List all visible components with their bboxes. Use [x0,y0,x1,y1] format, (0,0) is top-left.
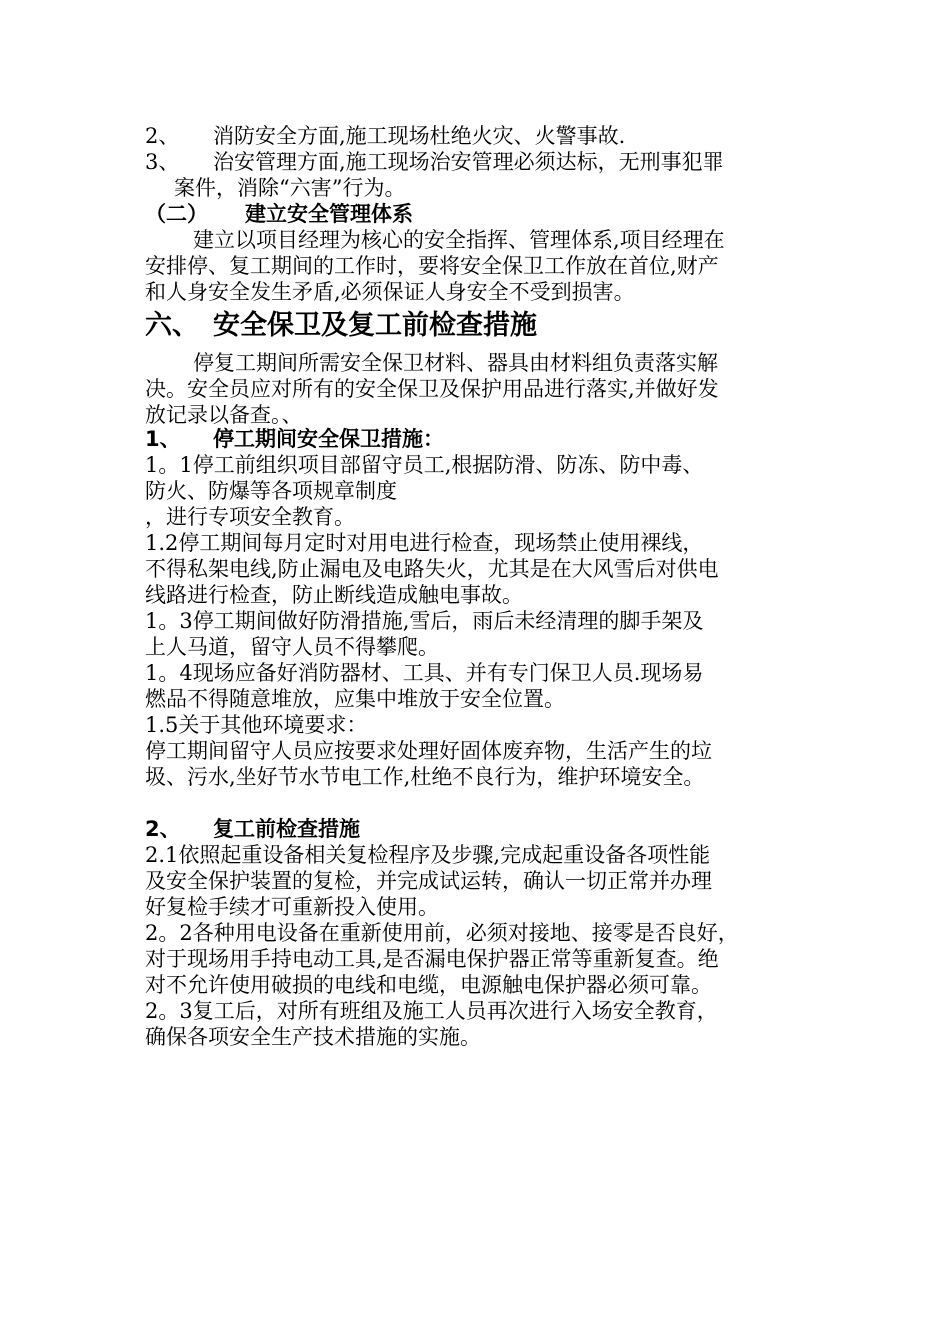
paragraph-line: 及安全保护装置的复检，并完成试运转，确认一切正常并办理 [145,869,712,893]
part-heading [145,426,444,452]
paragraph-line: 安排停、复工期间的工作时，要将安全保卫工作放在首位,财产 [145,254,719,278]
list-text: 消防安全方面,施工现场杜绝火灾、火警事故. [213,124,626,148]
paragraph-line: 好复检手续才可重新投入使用。 [145,895,439,919]
subsection-number: （二） [145,202,208,226]
part-number: 2、 [145,817,181,841]
paragraph-line: 上人马道，留守人员不得攀爬。 [145,635,439,659]
list-item-3-continuation: 案件，消除“六害”行为。 [174,176,406,200]
paragraph-line: 对于现场用手持电动工具,是否漏电保护器正常等重新复查。绝 [145,947,719,971]
paragraph-line: ，进行专项安全教育。 [145,505,355,529]
paragraph-line: 圾、污水,坐好节水节电工作,杜绝不良行为，维护环境安全。 [145,765,705,789]
paragraph-line: 1.2停工期间每月定时对用电进行检查，现场禁止使用裸线， [145,531,704,555]
section-heading [145,309,537,343]
paragraph-line: 2.1依照起重设备相关复检程序及步骤,完成起重设备各项性能 [145,843,711,867]
paragraph-line: 和人身安全发生矛盾,必须保证人身安全不受到损害。 [145,280,635,304]
paragraph-line: 线路进行检查，防止断线造成触电事故。 [145,583,523,607]
paragraph-line: 确保各项安全生产技术措施的实施。 [145,1025,481,1049]
paragraph-line: 防火、防爆等各项规章制度 [145,479,397,503]
paragraph-line: 2。2各种用电设备在重新使用前，必须对接地、接零是否良好， [145,921,739,945]
list-item-3 [145,149,724,175]
paragraph-line: 1。1停工前组织项目部留守员工,根据防滑、防冻、防中毒、 [145,453,704,477]
paragraph-line: 对不允许使用破损的电线和电缆，电源触电保护器必须可靠。 [145,973,712,997]
subsection-heading [145,201,413,227]
list-item-2 [145,123,625,149]
paragraph-line: 1。4现场应备好消防器材、工具、并有专门保卫人员.现场易 [145,661,704,685]
paragraph-line: 1。3停工期间做好防滑措施,雪后，雨后未经清理的脚手架及 [145,609,704,633]
paragraph-line: 停工期间留守人员应按要求处理好固体废弃物，生活产生的垃 [145,739,712,763]
subsection-title: 建立安全管理体系 [245,202,413,226]
paragraph-line: 不得私架电线,防止漏电及电路失火，尤其是在大风雪后对供电 [145,557,719,581]
list-number: 3、 [145,150,180,174]
list-text: 治安管理方面,施工现场治安管理必须达标，无刑事犯罪 [213,150,724,174]
paragraph-line: 决。安全员应对所有的安全保卫及保护用品进行落实,并做好发 [145,377,719,401]
paragraph-line: 停复工期间所需安全保卫材料、器具由材料组负责落实解 [193,351,718,375]
part-number: 1、 [145,427,181,451]
section-title: 安全保卫及复工前检查措施 [213,310,537,341]
paragraph-line: 2。3复工后，对所有班组及施工人员再次进行入场安全教育， [145,999,718,1023]
part-title: 复工前检查措施 [213,817,360,841]
part-title: 停工期间安全保卫措施： [213,427,444,451]
part-heading [145,816,360,842]
paragraph-line: 1.5关于其他环境要求： [145,713,368,737]
list-number: 2、 [145,124,180,148]
section-number: 六、 [145,310,199,341]
paragraph-line: 燃品不得随意堆放，应集中堆放于安全位置。 [145,687,565,711]
paragraph-line: 建立以项目经理为核心的安全指挥、管理体系,项目经理在 [193,228,725,252]
paragraph-line: 放记录以备查。、 [145,403,303,427]
